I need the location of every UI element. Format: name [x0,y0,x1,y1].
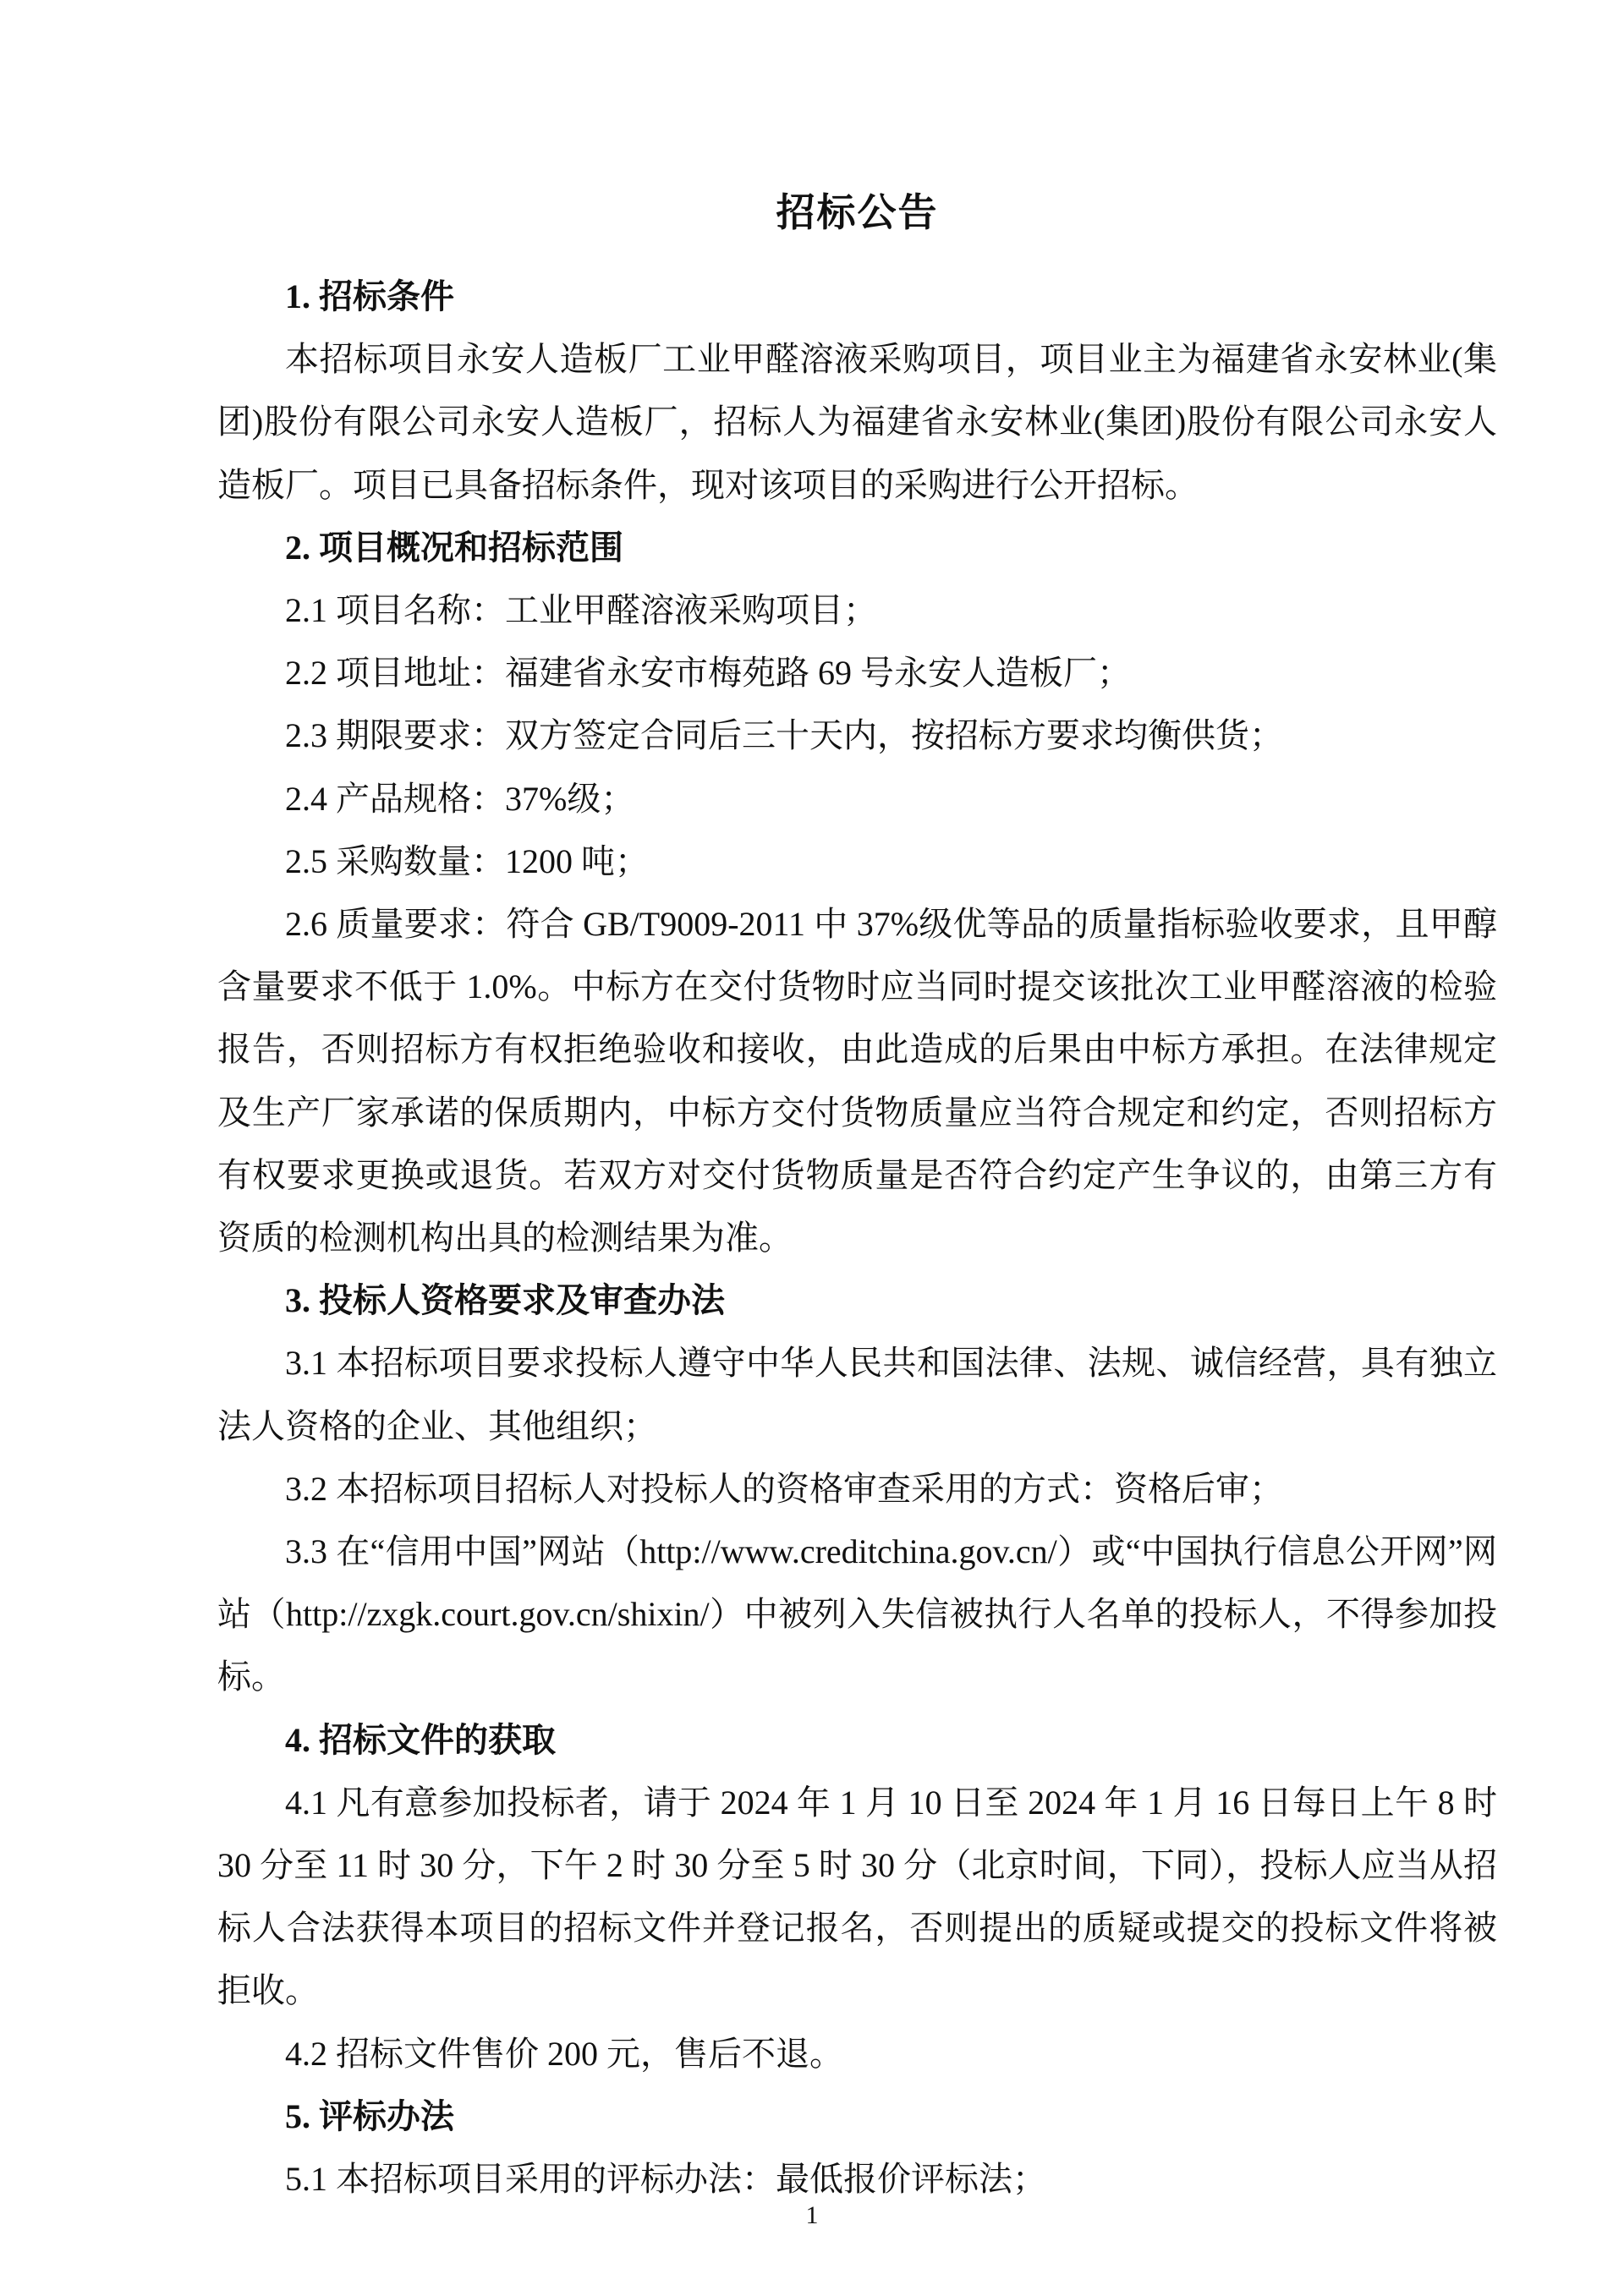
paragraph: 3.2 本招标项目招标人对投标人的资格审查采用的方式：资格后审； [285,1469,1283,1508]
paragraph: 本招标项目永安人造板厂工业甲醛溶液采购项目，项目业主为福建省永安林业(集团)股份有限公司永安人造板厂，招标人为福建省永安林业(集团)股份有限公司永安人造板厂。项目已具备招标条件，现对该项目的采购进行公开招标。 [217,340,1497,504]
section-heading: 2. 项目概况和招标范围 [285,528,623,567]
paragraph: 2.1 项目名称：工业甲醛溶液采购项目； [285,591,877,630]
section-heading: 3. 投标人资格要求及审查办法 [285,1281,725,1320]
paragraph: 2.3 期限要求：双方签定合同后三十天内，按招标方要求均衡供货； [285,716,1283,755]
paragraph: 4.1 凡有意参加投标者，请于 2024 年 1 月 10 日至 2024 年 1 月 16 日每日上午 8 时 30 分至 11 时 30 分，下午 2 时 30 分至 5 时 30 分（北京时间，下同），投标人应当从招标人合法获得本项目的招标文件并登记报名，否则提出的质疑或提交的投标文件将被拒收。 [217,1783,1497,2010]
document-title: 招标公告 [776,191,939,234]
paragraph: 2.4 产品规格：37%级； [285,779,635,818]
section-heading: 5. 评标办法 [285,2096,454,2135]
paragraph: 2.6 质量要求：符合 GB/T9009-2011 中 37%级优等品的质量指标验收要求，且甲醇含量要求不低于 1.0%。中标方在交付货物时应当同时提交该批次工业甲醛溶液的检验报告，否则招标方有权拒绝验收和接收，由此造成的后果由中标方承担。在法律规定及生产厂家承诺的保质期内，中标方交付货物质量应当符合规定和约定，否则招标方有权要求更换或退货。若双方对交付货物质量是否符合约定产生争议的，由第三方有资质的检测机构出具的检测结果为准。 [217,905,1497,1258]
section-heading: 1. 招标条件 [285,277,454,315]
paragraph: 3.3 在“信用中国”网站（http://www.creditchina.gov.cn/）或“中国执行信息公开网”网站（http://zxgk.court.gov.cn/shixin/）中被列入失信被执行人名单的投标人，不得参加投标。 [217,1532,1497,1696]
paragraph: 2.2 项目地址：福建省永安市梅苑路 69 号永安人造板厂； [285,654,1131,693]
paragraph: 5.1 本招标项目采用的评标办法：最低报价评标法； [285,2160,1046,2199]
page-number: 1 [805,2201,819,2229]
section-heading: 4. 招标文件的获取 [285,1720,556,1759]
document-content [217,0,1497,2211]
paragraph: 2.5 采购数量：1200 吨； [285,841,649,880]
paragraph: 4.2 招标文件售价 200 元，售后不退。 [285,2034,843,2073]
document-body [217,266,1497,2211]
paragraph: 3.1 本招标项目要求投标人遵守中华人民共和国法律、法规、诚信经营，具有独立法人资格的企业、其他组织； [217,1344,1497,1445]
